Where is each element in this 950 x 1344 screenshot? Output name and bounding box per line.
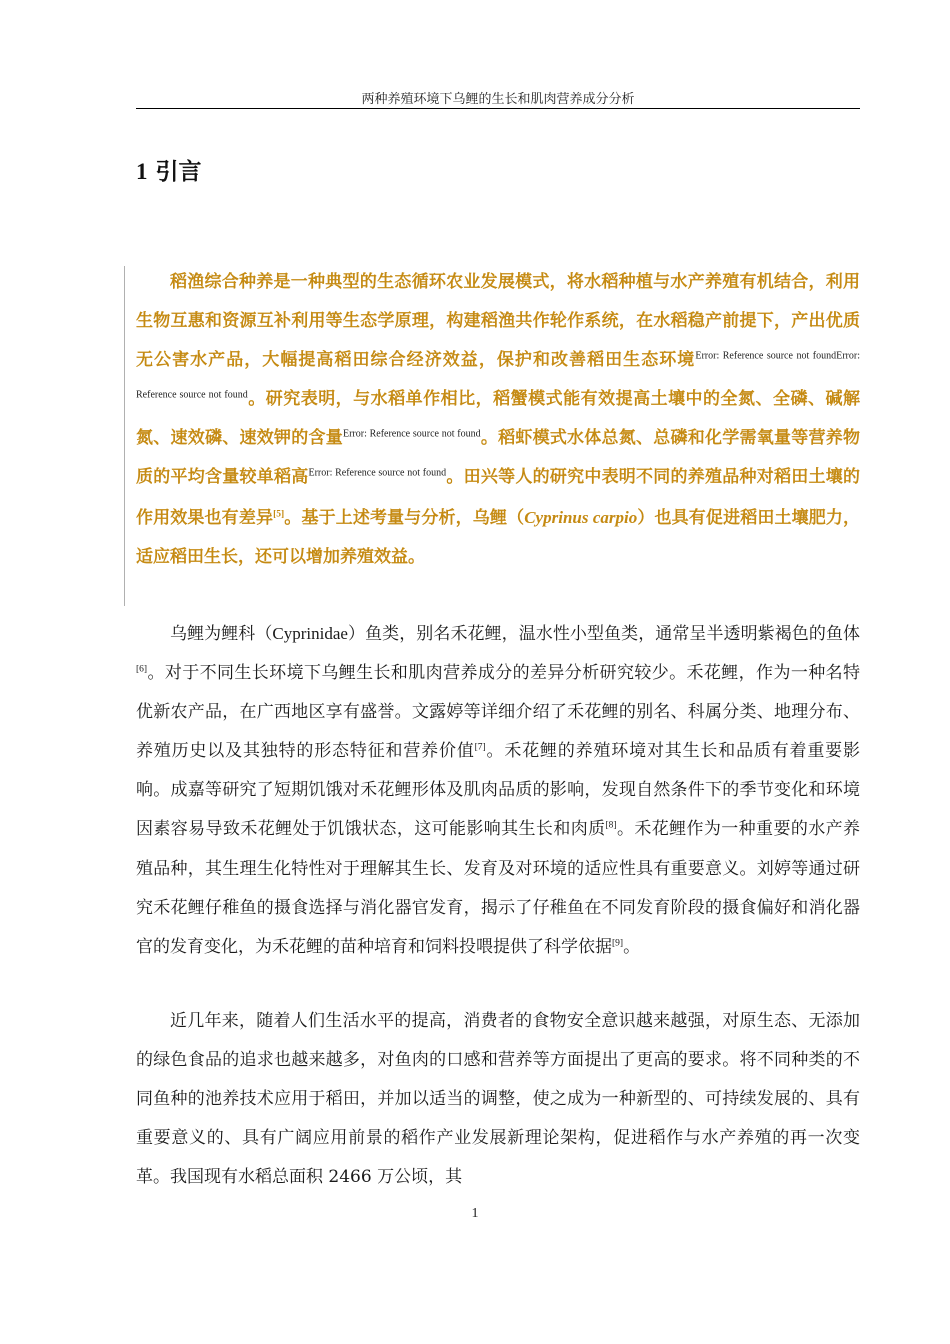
running-header: 两种养殖环境下乌鲤的生长和肌肉营养成分分析 (361, 92, 635, 107)
section-number: 1 (136, 159, 148, 184)
paragraph-highlighted (136, 263, 860, 577)
p2-text-2: ）鱼类，别名禾花鲤，温水性小型鱼类，通常呈半透明紫褐色的鱼体 (347, 624, 861, 644)
citation-7: [7] (474, 742, 486, 753)
p1-text-6: ）也具有促进稻田土壤肥力，适应稻田生长，还可以增加养殖效益。 (136, 507, 861, 567)
p1-text-5: 。基于上述考量与分析，乌鲤（ (284, 507, 525, 528)
p2-text-4: 。禾花鲤的养殖环境对其生长和品质有着重要影响。成嘉等研究了短期饥饿对禾花鲤形体及肌肉品质的影响，发现自然条件下的季节变化和环境因素容易导致禾花鲤处于饥饿状态，这可能影响其生长和肉质 (136, 741, 861, 840)
reference-error-1: Error: Reference source not foundError: Reference source not found (136, 350, 861, 401)
page-number: 1 (471, 1206, 479, 1221)
citation-5: [5] (273, 508, 285, 519)
family-name: Cyprinidae (272, 624, 348, 643)
p1-text-1: 稻渔综合种养是一种典型的生态循环农业发展模式，将水稻种植与水产养殖有机结合，利用生物互惠和资源互补利用等生态学原理，构建稻渔共作轮作系统，在水稻稳产前提下，产出优质无公害水产品，大幅提高稻田综合经济效益，保护和改善稻田生态环境 (136, 272, 860, 371)
citation-9: [9] (612, 938, 624, 949)
change-bar (124, 266, 125, 606)
species-name: Cyprinus carpio (524, 507, 638, 527)
p2-text-1: 乌鲤为鲤科（ (170, 624, 273, 644)
citation-8: [8] (605, 820, 617, 831)
section-heading (136, 156, 202, 188)
header-rule (136, 108, 860, 109)
paragraph-body-2: 近几年来，随着人们生活水平的提高，消费者的食物安全意识越来越强，对原生态、无添加的绿色食品的追求也越来越多，对鱼肉的口感和营养等方面提出了更高的要求。将不同种类的不同鱼种的池养技术应用于稻田，并加以适当的调整，使之成为一种新型的、可持续发展的、具有重要意义的、具有广阔应用前景的稻作产业发展新理论架构，促进稻作与水产养殖的再一次变革。我国现有水稻总面积 2466 万公顷，其 (136, 1011, 860, 1188)
paragraph-body-1 (136, 614, 860, 967)
p1-text-2: 。研究表明，与水稻单作相比，稻蟹模式能有效提高土壤中的全氮、全磷、碱解氮、速效磷、速效钾的含量 (136, 389, 861, 449)
p1-text-3: 。稻虾模式水体总氮、总磷和化学需氧量等营养物质的平均含量较单稻高 (136, 428, 861, 488)
reference-error-2: Error: Reference source not found (342, 428, 481, 440)
p2-text-6: 。 (623, 936, 641, 957)
citation-6: [6] (136, 664, 148, 675)
p2-text-3: 。对于不同生长环境下乌鲤生长和肌肉营养成分的差异分析研究较少。禾花鲤，作为一种名特优新农产品，在广西地区享有盛誉。文露婷等详细介绍了禾花鲤的别名、科属分类、地理分布、养殖历史以及其独特的形态特征和营养价值 (136, 663, 860, 762)
p1-text-4: 。田兴等人的研究中表明不同的养殖品种对稻田土壤的作用效果也有差异 (136, 467, 861, 528)
reference-error-3: Error: Reference source not found (308, 467, 447, 479)
p2-text-5: 。禾花鲤作为一种重要的水产养殖品种，其生理生化特性对于理解其生长、发育及对环境的适应性具有重要意义。刘婷等通过研究禾花鲤仔稚鱼的摄食选择与消化器官发育，揭示了仔稚鱼在不同发育阶段的摄食偏好和消化器官的发育变化，为禾花鲤的苗种培育和饲料投喂提供了科学依据 (136, 819, 860, 957)
section-title: 引言 (155, 158, 202, 185)
